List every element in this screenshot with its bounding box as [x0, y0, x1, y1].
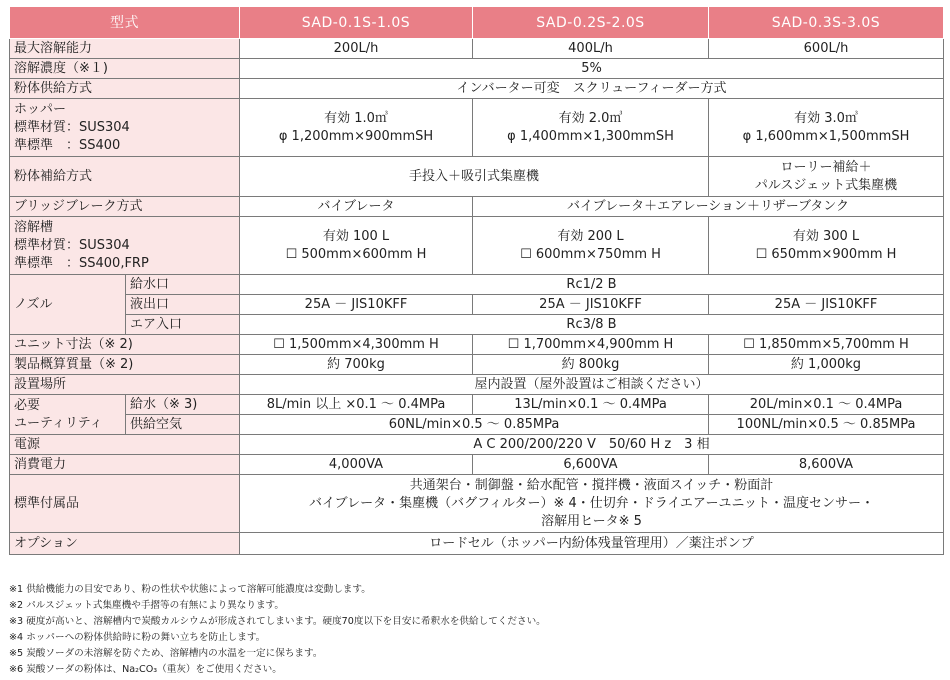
utility-label [10, 395, 126, 435]
weight-c: 約 1,000kg [709, 355, 944, 375]
options-value: ロードセル（ホッパー内紛体残量管理用）／薬注ポンプ [240, 533, 944, 555]
tank-capacity-a: 有効 100 L [322, 228, 390, 244]
power-value: A C 200/200/220 V 50/60 H z 3 相 [240, 435, 944, 455]
consumption-b: 6,600VA [473, 455, 709, 475]
header-model-b: SAD-0.2S-2.0S [473, 7, 709, 39]
replenish-c-line: ローリー補給＋ [780, 159, 872, 175]
row-nozzle-inlet [10, 275, 944, 295]
row-nozzle-air [10, 315, 944, 335]
utility-label-line: ユーティリティ [14, 415, 103, 431]
utility-water-a: 8L/min 以上 ×0.1 ～ 0.4MPa [240, 395, 473, 415]
row-feed-method [10, 79, 944, 99]
utility-water-b: 13L/min×0.1 ～ 0.4MPa [473, 395, 709, 415]
tank-capacity-b: 有効 200 L [557, 228, 624, 244]
nozzle-inlet-label: 給水口 [126, 275, 240, 295]
row-accessories [10, 475, 944, 533]
footnote: ※2 パルスジェット式集塵機や手摺等の有無により異なります。 [9, 600, 284, 611]
hopper-c [709, 99, 944, 157]
replenish-c-line: パルスジェット式集塵機 [754, 177, 898, 193]
hopper-label [10, 99, 240, 157]
tank-label-line: 溶解槽 [14, 219, 54, 235]
tank-label-line: 準標準 ：SS400,FRP [14, 255, 149, 271]
capacity-label: 最大溶解能力 [10, 39, 240, 59]
tank-c [709, 217, 944, 275]
footnote: ※4 ホッパーへの粉体供給時に粉の舞い立ちを防止します。 [9, 632, 266, 643]
nozzle-outlet-a: 25A － JIS10KFF [240, 295, 473, 315]
footnotes [9, 582, 943, 678]
nozzle-inlet-value: Rc1/2 B [240, 275, 944, 295]
location-value: 屋内設置（屋外設置はご相談ください） [240, 375, 944, 395]
replenish-ab: 手投入＋吸引式集塵機 [240, 157, 709, 197]
hopper-size-b: φ 1,400mm×1,300mmSH [507, 128, 674, 144]
hopper-label-line: 準標準 ：SS400 [14, 137, 121, 153]
consumption-a: 4,000VA [240, 455, 473, 475]
hopper-label-line: ホッパー [14, 101, 67, 117]
nozzle-air-value: Rc3/8 B [240, 315, 944, 335]
utility-air-c: 100NL/min×0.5 ～ 0.85MPa [709, 415, 944, 435]
unit-size-label: ユニット寸法（※ 2) [10, 335, 240, 355]
bridge-a: バイブレータ [240, 197, 473, 217]
unit-size-a: ☐ 1,500mm×4,300mm H [240, 335, 473, 355]
hopper-capacity-a: 有効 1.0㎥ [324, 110, 388, 126]
hopper-label-line: 標準材質：SUS304 [14, 119, 130, 135]
row-utility-water [10, 395, 944, 415]
utility-label-line: 必要 [14, 397, 41, 413]
row-power [10, 435, 944, 455]
replenish-label: 粉体補給方式 [10, 157, 240, 197]
row-weight [10, 355, 944, 375]
utility-air-label: 供給空気 [126, 415, 240, 435]
utility-water-c: 20L/min×0.1 ～ 0.4MPa [709, 395, 944, 415]
hopper-a [240, 99, 473, 157]
capacity-c: 600L/h [709, 39, 944, 59]
capacity-a: 200L/h [240, 39, 473, 59]
tank-size-b: ☐ 600mm×750mm H [520, 246, 661, 262]
unit-size-c: ☐ 1,850mm×5,700mm H [709, 335, 944, 355]
row-concentration [10, 59, 944, 79]
concentration-value: 5% [240, 59, 944, 79]
bridge-label: ブリッジブレーク方式 [10, 197, 240, 217]
feed-method-label: 粉体供給方式 [10, 79, 240, 99]
footnote: ※6 炭酸ソーダの粉体は、Na₂CO₃（重灰）をご使用ください。 [9, 664, 282, 675]
row-tank [10, 217, 944, 275]
tank-size-a: ☐ 500mm×600mm H [285, 246, 427, 262]
header-model-c: SAD-0.3S-3.0S [709, 7, 944, 39]
row-consumption [10, 455, 944, 475]
hopper-size-c: φ 1,600mm×1,500mmSH [742, 128, 910, 144]
row-replenish [10, 157, 944, 197]
accessories-value [240, 475, 944, 533]
row-nozzle-outlet [10, 295, 944, 315]
nozzle-outlet-b: 25A － JIS10KFF [473, 295, 709, 315]
row-hopper [10, 99, 944, 157]
nozzle-label: ノズル [10, 275, 126, 335]
weight-b: 約 800kg [473, 355, 709, 375]
footnote: ※1 供給機能力の目安であり、粉の性状や状態によって溶解可能濃度は変動します。 [9, 584, 371, 595]
tank-capacity-c: 有効 300 L [792, 228, 860, 244]
capacity-b: 400L/h [473, 39, 709, 59]
concentration-label: 溶解濃度（※１) [10, 59, 240, 79]
row-unit-size [10, 335, 944, 355]
footnote: ※3 硬度が高いと、溶解槽内で炭酸カルシウムが形成されてしまいます。硬度70度以下を目安に希釈水を供給してください。 [9, 616, 546, 627]
footnote: ※5 炭酸ソーダの未溶解を防ぐため、溶解槽内の水温を一定に保ちます。 [9, 648, 323, 659]
utility-water-label: 給水（※ 3) [126, 395, 240, 415]
row-options [10, 533, 944, 555]
accessories-label: 標準付属品 [10, 475, 240, 533]
header-row [10, 7, 944, 39]
row-bridge [10, 197, 944, 217]
accessories-line: 共通架台・制御盤・給水配管・撹拌機・液面スイッチ・粉面計 [409, 477, 774, 493]
tank-label-line: 標準材質：SUS304 [14, 237, 130, 253]
weight-label: 製品概算質量（※ 2) [10, 355, 240, 375]
hopper-b [473, 99, 709, 157]
hopper-capacity-b: 有効 2.0㎥ [558, 110, 623, 126]
header-model-label: 型式 [10, 7, 240, 39]
utility-air-ab: 60NL/min×0.5 ～ 0.85MPa [240, 415, 709, 435]
row-utility-air [10, 415, 944, 435]
row-location [10, 375, 944, 395]
bridge-bc: バイブレータ＋エアレーション＋リザーブタンク [473, 197, 944, 217]
feed-method-value: インバーター可変 スクリューフィーダー方式 [240, 79, 944, 99]
tank-b [473, 217, 709, 275]
tank-label [10, 217, 240, 275]
options-label: オプション [10, 533, 240, 555]
weight-a: 約 700kg [240, 355, 473, 375]
nozzle-outlet-label: 液出口 [126, 295, 240, 315]
nozzle-outlet-c: 25A － JIS10KFF [709, 295, 944, 315]
hopper-size-a: φ 1,200mm×900mmSH [278, 128, 434, 144]
location-label: 設置場所 [10, 375, 240, 395]
power-label: 電源 [10, 435, 240, 455]
row-capacity [10, 39, 944, 59]
tank-size-c: ☐ 650mm×900mm H [755, 246, 897, 262]
accessories-line: 溶解用ヒータ※ 5 [541, 513, 642, 529]
spec-table [9, 6, 944, 555]
hopper-capacity-c: 有効 3.0㎥ [794, 110, 858, 126]
header-model-a: SAD-0.1S-1.0S [240, 7, 473, 39]
accessories-line: バイブレータ・集塵機（バグフィルター）※ 4・仕切弁・ドライエアーユニット・温度センサー・ [308, 495, 874, 511]
nozzle-air-label: エア入口 [126, 315, 240, 335]
unit-size-b: ☐ 1,700mm×4,900mm H [473, 335, 709, 355]
replenish-c [709, 157, 944, 197]
consumption-c: 8,600VA [709, 455, 944, 475]
tank-a [240, 217, 473, 275]
consumption-label: 消費電力 [10, 455, 240, 475]
